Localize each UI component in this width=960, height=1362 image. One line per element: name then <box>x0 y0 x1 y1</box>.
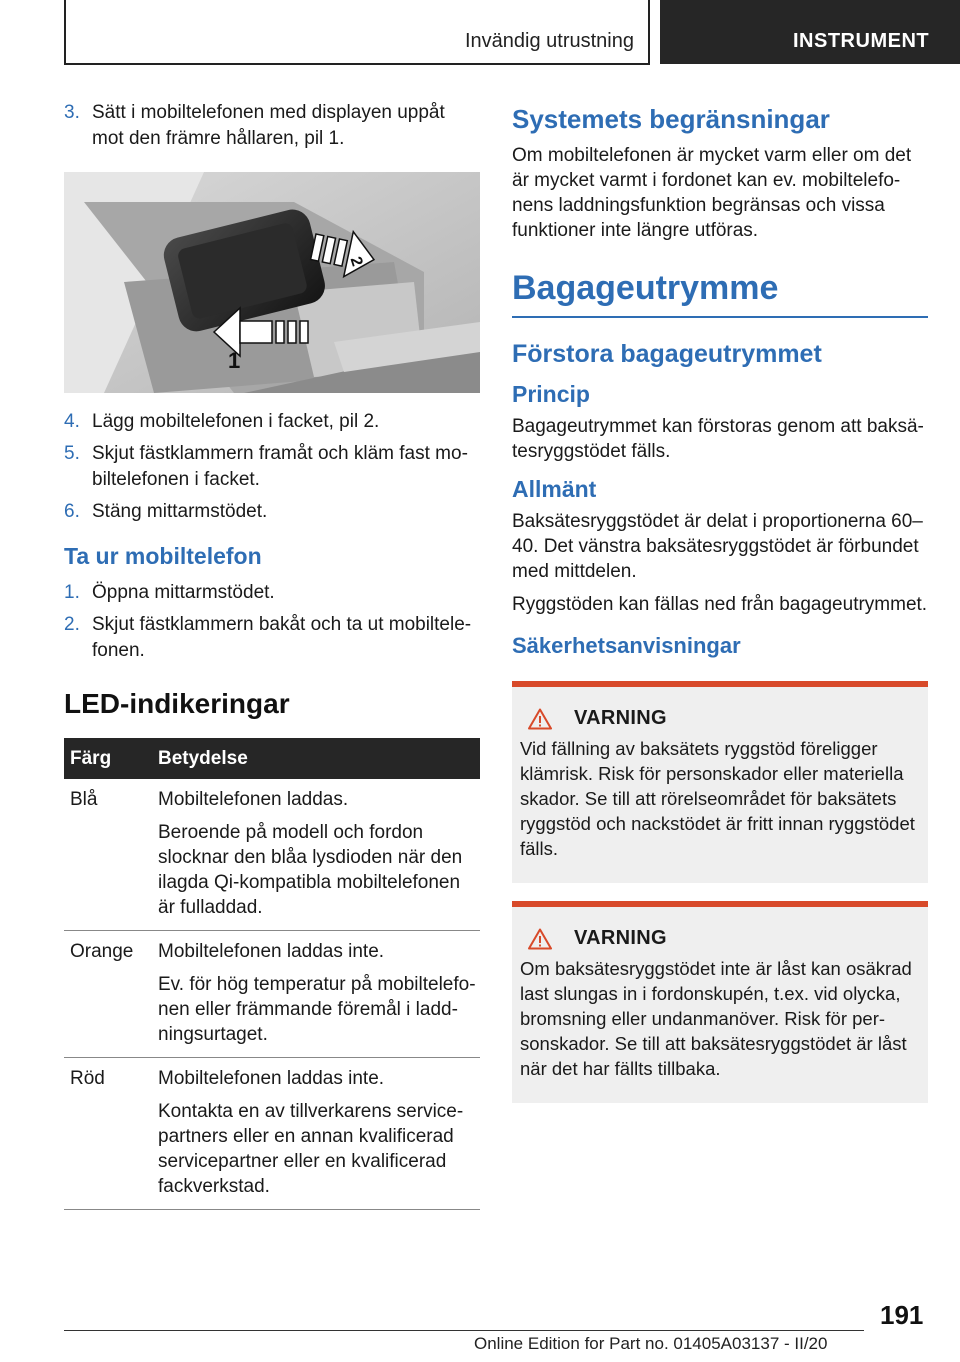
warning-label: VARNING <box>574 927 667 949</box>
luggage-chapter-heading: Bagageutrymme <box>512 269 928 318</box>
footer-rule <box>64 1330 864 1331</box>
principle-heading: Princip <box>512 381 590 407</box>
safety-heading: Säkerhetsanvisningar <box>512 633 741 658</box>
meaning-line: Beroende på modell och fordon slocknar den blåa lysdioden när den ilagda Qi-kompatibla mobiltelefonen är fulladdad. <box>158 822 463 918</box>
general-text: Baksätesryggstödet är delat i proportionerna 60–40. Det vänstra baksätesryggstödet är förbundet med mittdelen. <box>512 511 923 582</box>
led-table <box>64 738 480 1210</box>
table-cell-color: Röd <box>64 1058 152 1210</box>
meaning-line: Kontakta en av tillverkarens servicepartners eller en annan kvalificerad servicepartner eller en kvalificerad fackverkstad. <box>158 1101 464 1197</box>
led-heading: LED-indikeringar <box>64 688 290 719</box>
meaning-line: Mobiltelefonen laddas inte. <box>158 941 385 962</box>
step-item <box>64 580 480 606</box>
header-chapter-tab <box>660 0 960 64</box>
table-cell-color: Orange <box>64 931 152 1058</box>
step-text: Skjut fästklammern framåt och kläm fast mobiltelefonen i facket. <box>92 443 468 490</box>
arrow-1-label: 1 <box>228 348 241 373</box>
meaning-line: Mobiltelefonen laddas. <box>158 789 349 810</box>
warning-triangle-icon <box>528 928 552 950</box>
step-item <box>64 441 480 493</box>
enlarge-heading: Förstora bagageutrymmet <box>512 340 822 368</box>
principle-text: Bagageutrymmet kan förstoras genom att baksätesryggstödet fälls. <box>512 416 924 462</box>
step-number: 5. <box>64 443 80 464</box>
right-column <box>512 100 928 1121</box>
table-cell-meaning <box>152 931 480 1058</box>
meaning-line: Ev. för hög temperatur på mobiltelefonen eller främmande föremål i laddningsurtaget. <box>158 974 476 1045</box>
warning-text: Om baksätesryggstödet inte är låst kan osäkrad last slungas in i fordonskupén, t.ex. vid olycka, bromsning eller undanmanöver. Risk för personskador. Se till att baksätesryggstödet är låst när det har fällts tillbaka. <box>520 958 912 1079</box>
footer-edition: Online Edition for Part no. 01405A03137 - II/20 <box>474 1334 828 1353</box>
warning-text: Vid fällning av baksätets ryggstöd föreligger klämrisk. Risk för personskador eller materiella skador. Se till att rörelseområdet för baksätets ryggstöd och nackstödet är fritt innan ryggstödet fälls. <box>520 738 915 859</box>
general-text: Ryggstöden kan fällas ned från bagageutrymmet. <box>512 594 928 615</box>
page-number: 191 <box>880 1300 924 1330</box>
step-text: Sätt i mobiltelefonen med displayen uppåt mot den främre hållaren, pil 1. <box>92 102 445 149</box>
table-row <box>64 931 480 1058</box>
meaning-line: Mobiltelefonen laddas inte. <box>158 1068 385 1089</box>
general-heading: Allmänt <box>512 476 597 502</box>
header-section <box>400 0 650 64</box>
arrow-2-label: 2 <box>346 254 366 269</box>
remove-phone-heading: Ta ur mobiltelefon <box>64 543 262 569</box>
table-row <box>64 779 480 931</box>
warning-header <box>528 707 920 730</box>
step-number: 4. <box>64 411 80 432</box>
header-chapter-title: INSTRUMENT <box>793 30 930 52</box>
header-section-title: Invändig utrustning <box>464 30 634 52</box>
step-text: Öppna mittarmstödet. <box>92 582 275 603</box>
step-item <box>64 100 480 152</box>
warning-box <box>512 681 928 883</box>
warning-triangle-icon <box>528 708 552 730</box>
table-cell-meaning <box>152 779 480 931</box>
left-column <box>64 100 480 1210</box>
step-number: 1. <box>64 582 80 603</box>
table-row <box>64 1058 480 1210</box>
header-rule-left <box>64 0 66 64</box>
step-text: Skjut fästklammern bakåt och ta ut mobiltelefonen. <box>92 614 472 661</box>
warning-header <box>528 927 920 950</box>
step-number: 6. <box>64 501 80 522</box>
step-text: Lägg mobiltelefonen i facket, pil 2. <box>92 411 380 432</box>
phone-holder-photo <box>64 172 480 393</box>
warning-box <box>512 901 928 1103</box>
system-limits-text: Om mobiltelefonen är mycket varm eller om det är mycket varmt i fordonet kan ev. mobiltelefonens laddningsfunktion begränsas och vissa funktioner inte längre utföras. <box>512 145 912 241</box>
step-item <box>64 409 480 435</box>
step-text: Stäng mittarmstödet. <box>92 501 268 522</box>
table-header-color: Färg <box>64 738 152 779</box>
step-number: 3. <box>64 102 80 123</box>
table-header-row <box>64 738 480 779</box>
table-cell-meaning <box>152 1058 480 1210</box>
system-limits-heading: Systemets begränsningar <box>512 104 830 134</box>
warning-label: VARNING <box>574 707 667 729</box>
step-item <box>64 499 480 525</box>
step-item <box>64 612 480 664</box>
step-number: 2. <box>64 614 80 635</box>
table-header-meaning: Betydelse <box>152 738 480 779</box>
table-cell-color: Blå <box>64 779 152 931</box>
